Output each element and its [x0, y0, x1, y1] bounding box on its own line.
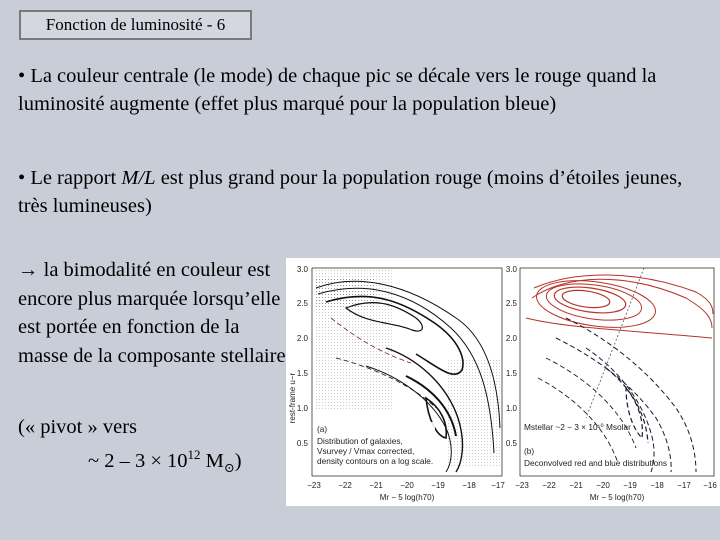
bullet-emphasis-ml: M/L — [121, 167, 156, 189]
y-tick: 1.0 — [296, 404, 308, 413]
x-tick: −19 — [431, 481, 445, 490]
y-tick: 3.0 — [505, 265, 517, 274]
panel-a-scatter-right — [446, 358, 500, 468]
y-tick: 1.5 — [296, 369, 308, 378]
x-tick: −19 — [623, 481, 637, 490]
sun-symbol-icon: ⊙ — [223, 459, 235, 475]
y-axis-label: rest-frame u−r — [288, 372, 297, 424]
panel-b-frame — [520, 268, 714, 476]
x-tick: −23 — [515, 481, 529, 490]
bullet-mode-shift — [18, 62, 698, 118]
bullet-text: La couleur centrale (le mode) de chaque pic se décale vers le rouge quand la luminosité augmente (effet plus marqué pour la population bleue) — [18, 65, 657, 115]
panel-a-x-ticks — [307, 481, 505, 490]
y-tick: 3.0 — [296, 265, 308, 274]
y-tick: 2.5 — [296, 299, 308, 308]
pivot-close: ) — [234, 449, 242, 472]
panel-a-caption-line: density contours on a log scale. — [317, 456, 434, 466]
bullet-text-after: est plus grand pour la population rouge (moins d’étoiles jeunes, très lumineuses) — [18, 167, 683, 217]
mass-pivot-line — [586, 268, 644, 418]
x-tick: −17 — [677, 481, 691, 490]
bimodality-paragraph: → la bimodalité en couleur est encore plus marquée lorsqu’elle est portée en fonction de la masse de la composante stellaire — [18, 259, 286, 367]
y-tick: 2.5 — [505, 299, 517, 308]
y-tick: 2.0 — [296, 334, 308, 343]
bullet-text-before: Le rapport — [30, 167, 117, 189]
x-tick: −18 — [462, 481, 476, 490]
bullet-marker: • — [18, 167, 26, 189]
pivot-exponent: 12 — [187, 447, 201, 462]
y-tick: 0.5 — [505, 439, 517, 448]
y-tick: 0.5 — [296, 439, 308, 448]
panel-b-x-ticks — [515, 481, 717, 490]
panel-b-blue-contours — [538, 318, 696, 472]
red-contour — [526, 318, 712, 338]
y-tick: 2.0 — [505, 334, 517, 343]
x-tick: −16 — [703, 481, 717, 490]
panel-a-caption-line: Distribution of galaxies, — [317, 436, 403, 446]
panel-b-y-ticks — [506, 265, 518, 448]
x-tick: −18 — [650, 481, 664, 490]
panel-a-caption-line: Vsurvey / Vmax corrected, — [317, 446, 415, 456]
x-tick: −20 — [400, 481, 414, 490]
panel-b-mass-annotation: Mstellar ~2 − 3 × 10¹⁰ Msolar — [524, 422, 631, 432]
x-tick: −23 — [307, 481, 321, 490]
x-tick: −22 — [542, 481, 556, 490]
bullet-mass-to-light — [18, 164, 698, 220]
x-tick: −22 — [338, 481, 352, 490]
x-tick: −17 — [491, 481, 505, 490]
figure-svg — [286, 258, 720, 506]
pivot-line-2 — [18, 441, 288, 482]
blue-contour — [546, 358, 636, 448]
panel-b-red-contours — [526, 274, 713, 338]
bullet-marker: • — [18, 65, 26, 87]
slide-title — [19, 10, 252, 40]
pivot-value: ~ 2 – 3 × 10 — [88, 449, 188, 472]
x-tick: −21 — [569, 481, 583, 490]
blue-contour — [586, 348, 654, 472]
color-magnitude-figure — [286, 258, 720, 506]
slide-title-text: Fonction de luminosité - 6 — [45, 15, 226, 34]
panel-a-x-axis-label: Mr − 5 log(h70) — [379, 493, 435, 502]
x-tick: −21 — [369, 481, 383, 490]
y-tick: 1.0 — [505, 404, 517, 413]
panel-b-letter: (b) — [524, 446, 535, 456]
panel-a-y-ticks — [297, 265, 309, 448]
panel-a-scatter-left — [314, 270, 394, 410]
pivot-line-1: (« pivot » vers — [18, 416, 137, 438]
pivot-unit: M — [205, 449, 224, 472]
blue-contour — [538, 378, 618, 463]
pivot-note — [18, 413, 288, 482]
panel-b-caption: Deconvolved red and blue distributions — [524, 458, 667, 468]
panel-a-letter: (a) — [317, 424, 328, 434]
x-tick: −20 — [596, 481, 610, 490]
panel-b-x-axis-label: Mr − 5 log(h70) — [589, 493, 645, 502]
y-tick: 1.5 — [505, 369, 517, 378]
